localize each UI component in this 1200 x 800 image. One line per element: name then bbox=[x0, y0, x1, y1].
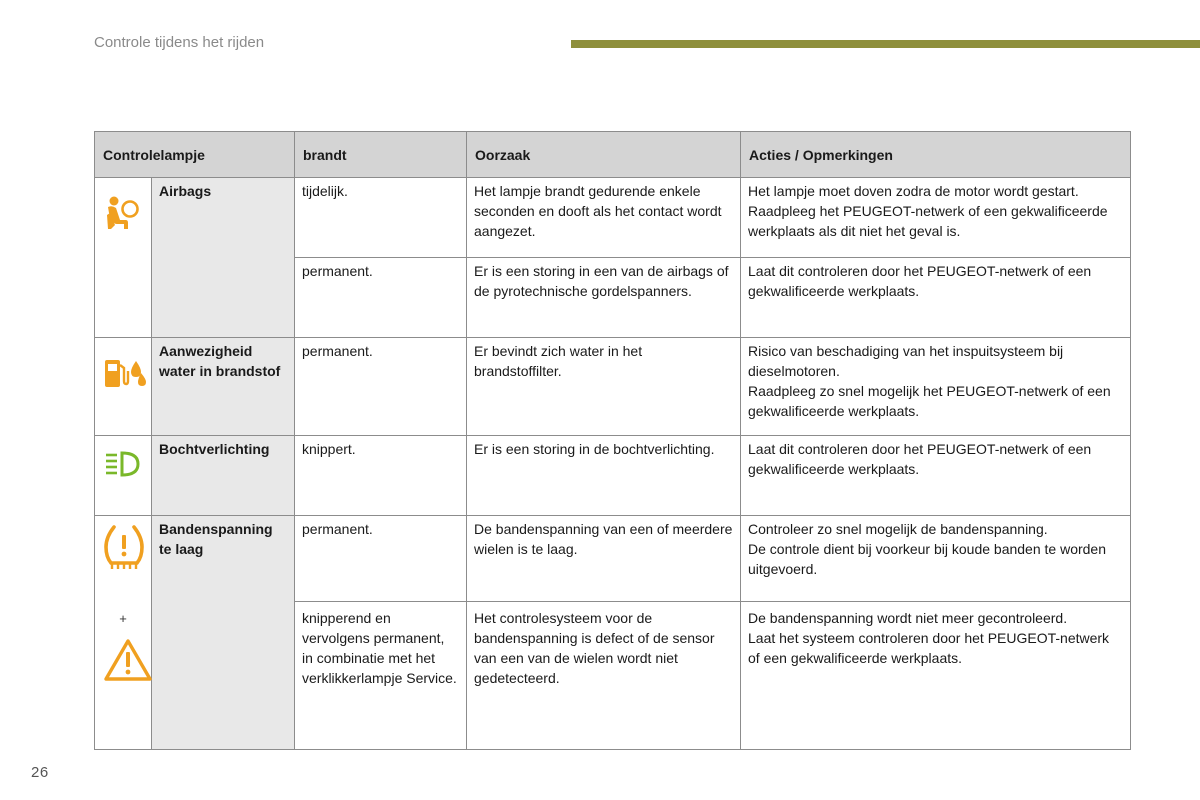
warning-light-name: Bochtverlichting bbox=[152, 436, 295, 516]
warning-light-name: Bandenspanning te laag bbox=[152, 516, 295, 750]
acties-line: Laat het systeem controleren door het PEUGEOT-netwerk of een gekwalificeerde werkplaats. bbox=[748, 630, 1110, 666]
oorzaak-cell: Er is een storing in een van de airbags of de pyrotechnische gordelspanners. bbox=[467, 258, 741, 338]
table-header-row bbox=[95, 132, 1131, 178]
acties-cell bbox=[741, 516, 1131, 602]
table-row bbox=[95, 516, 1131, 602]
icon-cell bbox=[95, 338, 152, 436]
plus-sign: + bbox=[119, 611, 127, 626]
acties-cell bbox=[741, 602, 1131, 750]
acties-cell bbox=[741, 338, 1131, 436]
acties-line: Controleer zo snel mogelijk de bandenspanning. bbox=[748, 521, 1048, 537]
column-header-controlelampje: Controlelampje bbox=[95, 132, 295, 178]
column-header-brandt: brandt bbox=[295, 132, 467, 178]
brandt-cell: permanent. bbox=[295, 516, 467, 602]
oorzaak-cell: Het controlesysteem voor de bandenspanning is defect of de sensor van een van de wielen wordt niet gedetecteerd. bbox=[467, 602, 741, 750]
acties-cell: Laat dit controleren door het PEUGEOT-netwerk of een gekwalificeerde werkplaats. bbox=[741, 258, 1131, 338]
tyre-pressure-icon bbox=[102, 523, 146, 571]
table-row bbox=[95, 178, 1131, 258]
brandt-cell: permanent. bbox=[295, 338, 467, 436]
warning-light-name: Airbags bbox=[152, 178, 295, 338]
column-header-oorzaak: Oorzaak bbox=[467, 132, 741, 178]
cornering-light-icon bbox=[102, 449, 144, 479]
page-number: 26 bbox=[31, 764, 49, 781]
icon-cell bbox=[95, 436, 152, 516]
header-accent-bar bbox=[571, 40, 1200, 48]
oorzaak-cell: De bandenspanning van een of meerdere wielen is te laag. bbox=[467, 516, 741, 602]
acties-cell: Het lampje moet doven zodra de motor wordt gestart. Raadpleeg het PEUGEOT-netwerk of een gekwalificeerde werkplaats als dit niet het geval is. bbox=[741, 178, 1131, 258]
water-in-fuel-icon bbox=[102, 353, 148, 393]
column-header-acties: Acties / Opmerkingen bbox=[741, 132, 1131, 178]
section-title: Controle tijdens het rijden bbox=[94, 34, 265, 51]
airbag-icon bbox=[103, 193, 143, 233]
brandt-cell: permanent. bbox=[295, 258, 467, 338]
warning-light-name: Aanwezigheid water in brandstof bbox=[152, 338, 295, 436]
icon-cell bbox=[95, 178, 152, 338]
acties-line: Risico van beschadiging van het inspuitsysteem bij dieselmotoren. bbox=[748, 343, 1064, 379]
acties-line: De controle dient bij voorkeur bij koude banden te worden uitgevoerd. bbox=[748, 541, 1107, 577]
oorzaak-cell: Het lampje brandt gedurende enkele seconden en dooft als het contact wordt aangezet. bbox=[467, 178, 741, 258]
brandt-cell: knipperend en vervolgens permanent, in combinatie met het verklikkerlampje Service. bbox=[295, 602, 467, 750]
acties-cell: Laat dit controleren door het PEUGEOT-netwerk of een gekwalificeerde werkplaats. bbox=[741, 436, 1131, 516]
brandt-cell: tijdelijk. bbox=[295, 178, 467, 258]
oorzaak-cell: Er is een storing in de bochtverlichting. bbox=[467, 436, 741, 516]
table-row bbox=[95, 338, 1131, 436]
brandt-cell: knippert. bbox=[295, 436, 467, 516]
acties-line: De bandenspanning wordt niet meer gecontroleerd. bbox=[748, 610, 1068, 626]
oorzaak-cell: Er bevindt zich water in het brandstoffilter. bbox=[467, 338, 741, 436]
warning-lights-table bbox=[94, 131, 1131, 750]
warning-triangle-icon bbox=[102, 637, 154, 683]
icon-cell bbox=[95, 516, 152, 750]
table-row bbox=[95, 436, 1131, 516]
acties-line: Raadpleeg zo snel mogelijk het PEUGEOT-netwerk of een gekwalificeerde werkplaats. bbox=[748, 383, 1111, 419]
